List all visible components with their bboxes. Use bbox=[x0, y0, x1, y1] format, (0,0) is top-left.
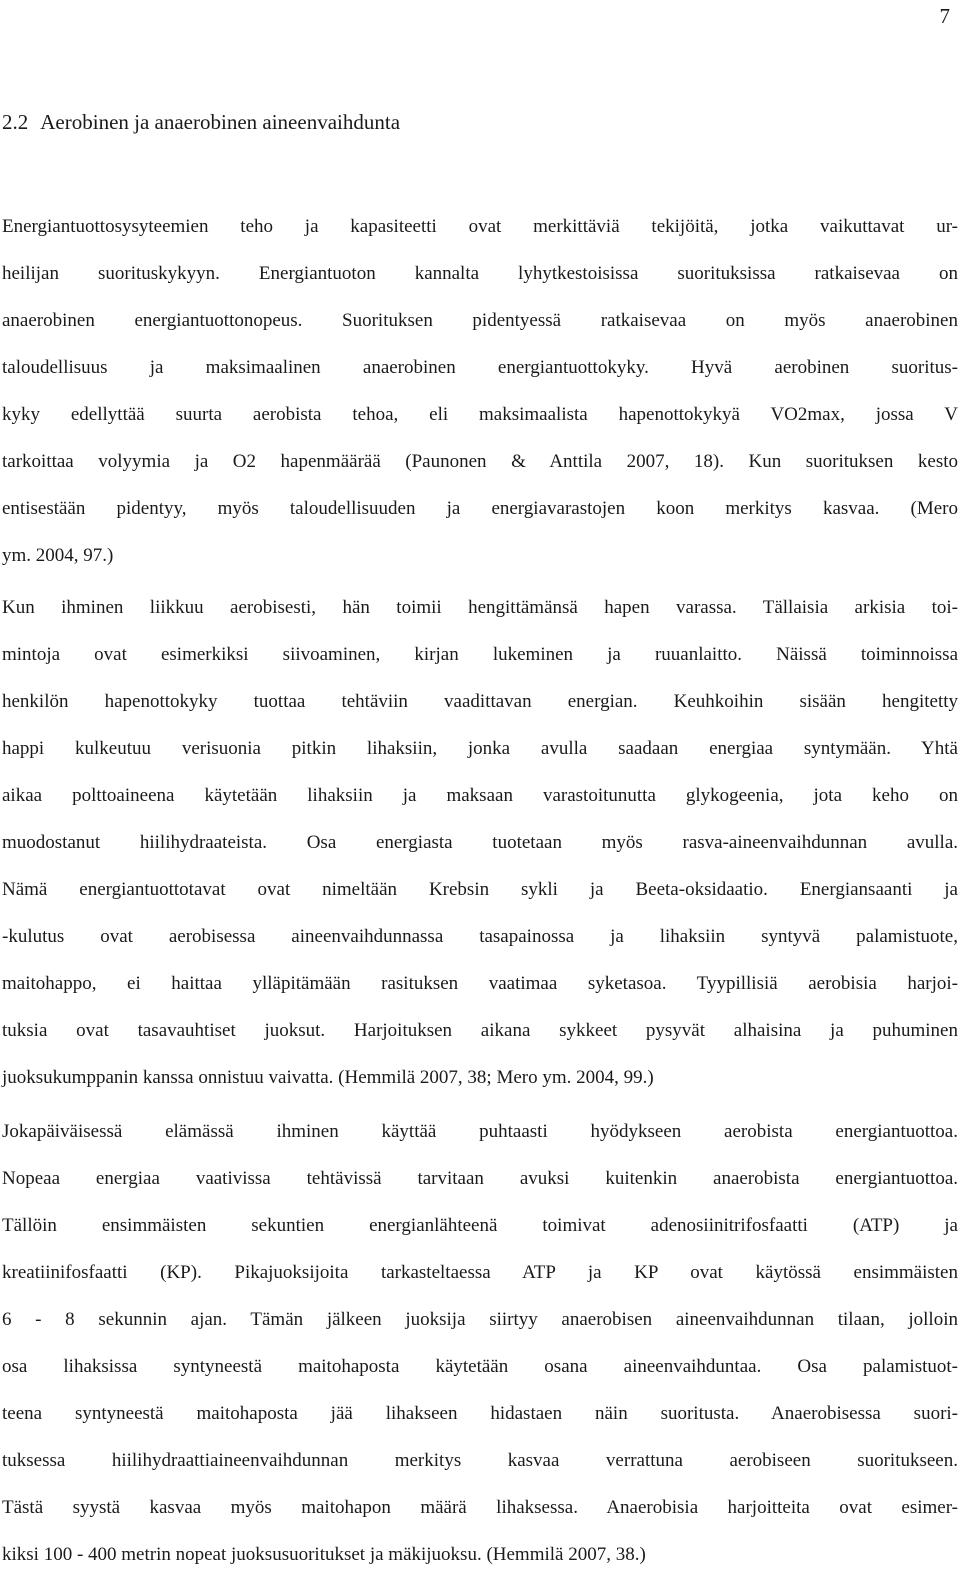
paragraph-line: mintoja ovat esimerkiksi siivoaminen, kirjan lukeminen ja ruuanlaitto. Näissä toiminnoissa bbox=[2, 644, 958, 665]
paragraph-line: Jokapäiväisessä elämässä ihminen käyttää puhtaasti hyödykseen aerobista energiantuottoa. bbox=[2, 1121, 958, 1142]
page-number: 7 bbox=[939, 4, 950, 28]
paragraph-line: henkilön hapenottokyky tuottaa tehtäviin vaadittavan energian. Keuhkoihin sisään hengitetty bbox=[2, 691, 958, 712]
paragraph-line: Nämä energiantuottotavat ovat nimeltään Krebsin sykli ja Beeta-oksidaatio. Energiansaanti ja bbox=[2, 879, 958, 900]
section-number: 2.2 bbox=[2, 110, 29, 134]
paragraph-line: kreatiinifosfaatti (KP). Pikajuoksijoita tarkasteltaessa ATP ja KP ovat käytössä ensimmäisten bbox=[2, 1262, 958, 1283]
paragraph-line: kyky edellyttää suurta aerobista tehoa, eli maksimaalista hapenottokykyä VO2max, jossa V bbox=[2, 404, 958, 425]
paragraph-line: juoksukumppanin kanssa onnistuu vaivatta. (Hemmilä 2007, 38; Mero ym. 2004, 99.) bbox=[2, 1067, 654, 1088]
paragraph-line: happi kulkeutuu verisuonia pitkin lihaksiin, jonka avulla saadaan energiaa syntymään. Yhtä bbox=[2, 738, 958, 759]
paragraph-line: aikaa polttoaineena käytetään lihaksiin ja maksaan varastoitunutta glykogeenia, jota keho on bbox=[2, 785, 958, 806]
paragraph-2 bbox=[2, 584, 958, 1101]
paragraph-line: Tästä syystä kasvaa myös maitohapon määrä lihaksessa. Anaerobisia harjoitteita ovat esimer- bbox=[2, 1497, 958, 1518]
paragraph-line: Tällöin ensimmäisten sekuntien energianlähteenä toimivat adenosiinitrifosfaatti (ATP) ja bbox=[2, 1215, 958, 1236]
paragraph-line: tuksia ovat tasavauhtiset juoksut. Harjoituksen aikana sykkeet pysyvät alhaisina ja puhuminen bbox=[2, 1020, 958, 1041]
paragraph-3 bbox=[2, 1108, 958, 1578]
paragraph-line: kiksi 100 - 400 metrin nopeat juoksusuoritukset ja mäkijuoksu. (Hemmilä 2007, 38.) bbox=[2, 1544, 646, 1565]
paragraph-line: ym. 2004, 97.) bbox=[2, 545, 114, 566]
paragraph-line: anaerobinen energiantuottonopeus. Suorituksen pidentyessä ratkaisevaa on myös anaerobinen bbox=[2, 310, 958, 331]
paragraph-line: maitohappo, ei haittaa ylläpitämään rasituksen vaatimaa syketasoa. Tyypillisiä aerobisia harjoi- bbox=[2, 973, 958, 994]
paragraph-line: taloudellisuus ja maksimaalinen anaerobinen energiantuottokyky. Hyvä aerobinen suoritus- bbox=[2, 357, 958, 378]
paragraph-line: tuksessa hiilihydraattiaineenvaihdunnan merkitys kasvaa verrattuna aerobiseen suoritukseen. bbox=[2, 1450, 958, 1471]
paragraph-line: Energiantuottosysyteemien teho ja kapasiteetti ovat merkittäviä tekijöitä, jotka vaikuttavat ur- bbox=[2, 216, 958, 237]
paragraph-line: Kun ihminen liikkuu aerobisesti, hän toimii hengittämänsä hapen varassa. Tällaisia arkisia toi- bbox=[2, 597, 958, 618]
section-title: Aerobinen ja anaerobinen aineenvaihdunta bbox=[40, 110, 401, 134]
paragraph-line: heilijan suorituskykyyn. Energiantuoton kannalta lyhytkestoisissa suorituksissa ratkaisevaa on bbox=[2, 263, 958, 284]
paragraph-line: tarkoittaa volyymia ja O2 hapenmäärää (Paunonen & Anttila 2007, 18). Kun suorituksen kesto bbox=[2, 451, 958, 472]
paragraph-line: teena syntyneestä maitohaposta jää lihakseen hidastaen näin suoritusta. Anaerobisessa suori- bbox=[2, 1403, 958, 1424]
paragraph-line: -kulutus ovat aerobisessa aineenvaihdunnassa tasapainossa ja lihaksiin syntyvä palamistuote, bbox=[2, 926, 958, 947]
paragraph-1 bbox=[2, 203, 958, 579]
paragraph-line: entisestään pidentyy, myös taloudellisuuden ja energiavarastojen koon merkitys kasvaa. (Mero bbox=[2, 498, 958, 519]
paragraph-line: Nopeaa energiaa vaativissa tehtävissä tarvitaan avuksi kuitenkin anaerobista energiantuottoa. bbox=[2, 1168, 958, 1189]
section-heading bbox=[2, 108, 400, 136]
paragraph-line: osa lihaksissa syntyneestä maitohaposta käytetään osana aineenvaihduntaa. Osa palamistuot- bbox=[2, 1356, 958, 1377]
paragraph-line: 6 - 8 sekunnin ajan. Tämän jälkeen juoksija siirtyy anaerobisen aineenvaihdunnan tilaan, jolloin bbox=[2, 1309, 958, 1330]
paragraph-line: muodostanut hiilihydraateista. Osa energiasta tuotetaan myös rasva-aineenvaihdunnan avulla. bbox=[2, 832, 958, 853]
